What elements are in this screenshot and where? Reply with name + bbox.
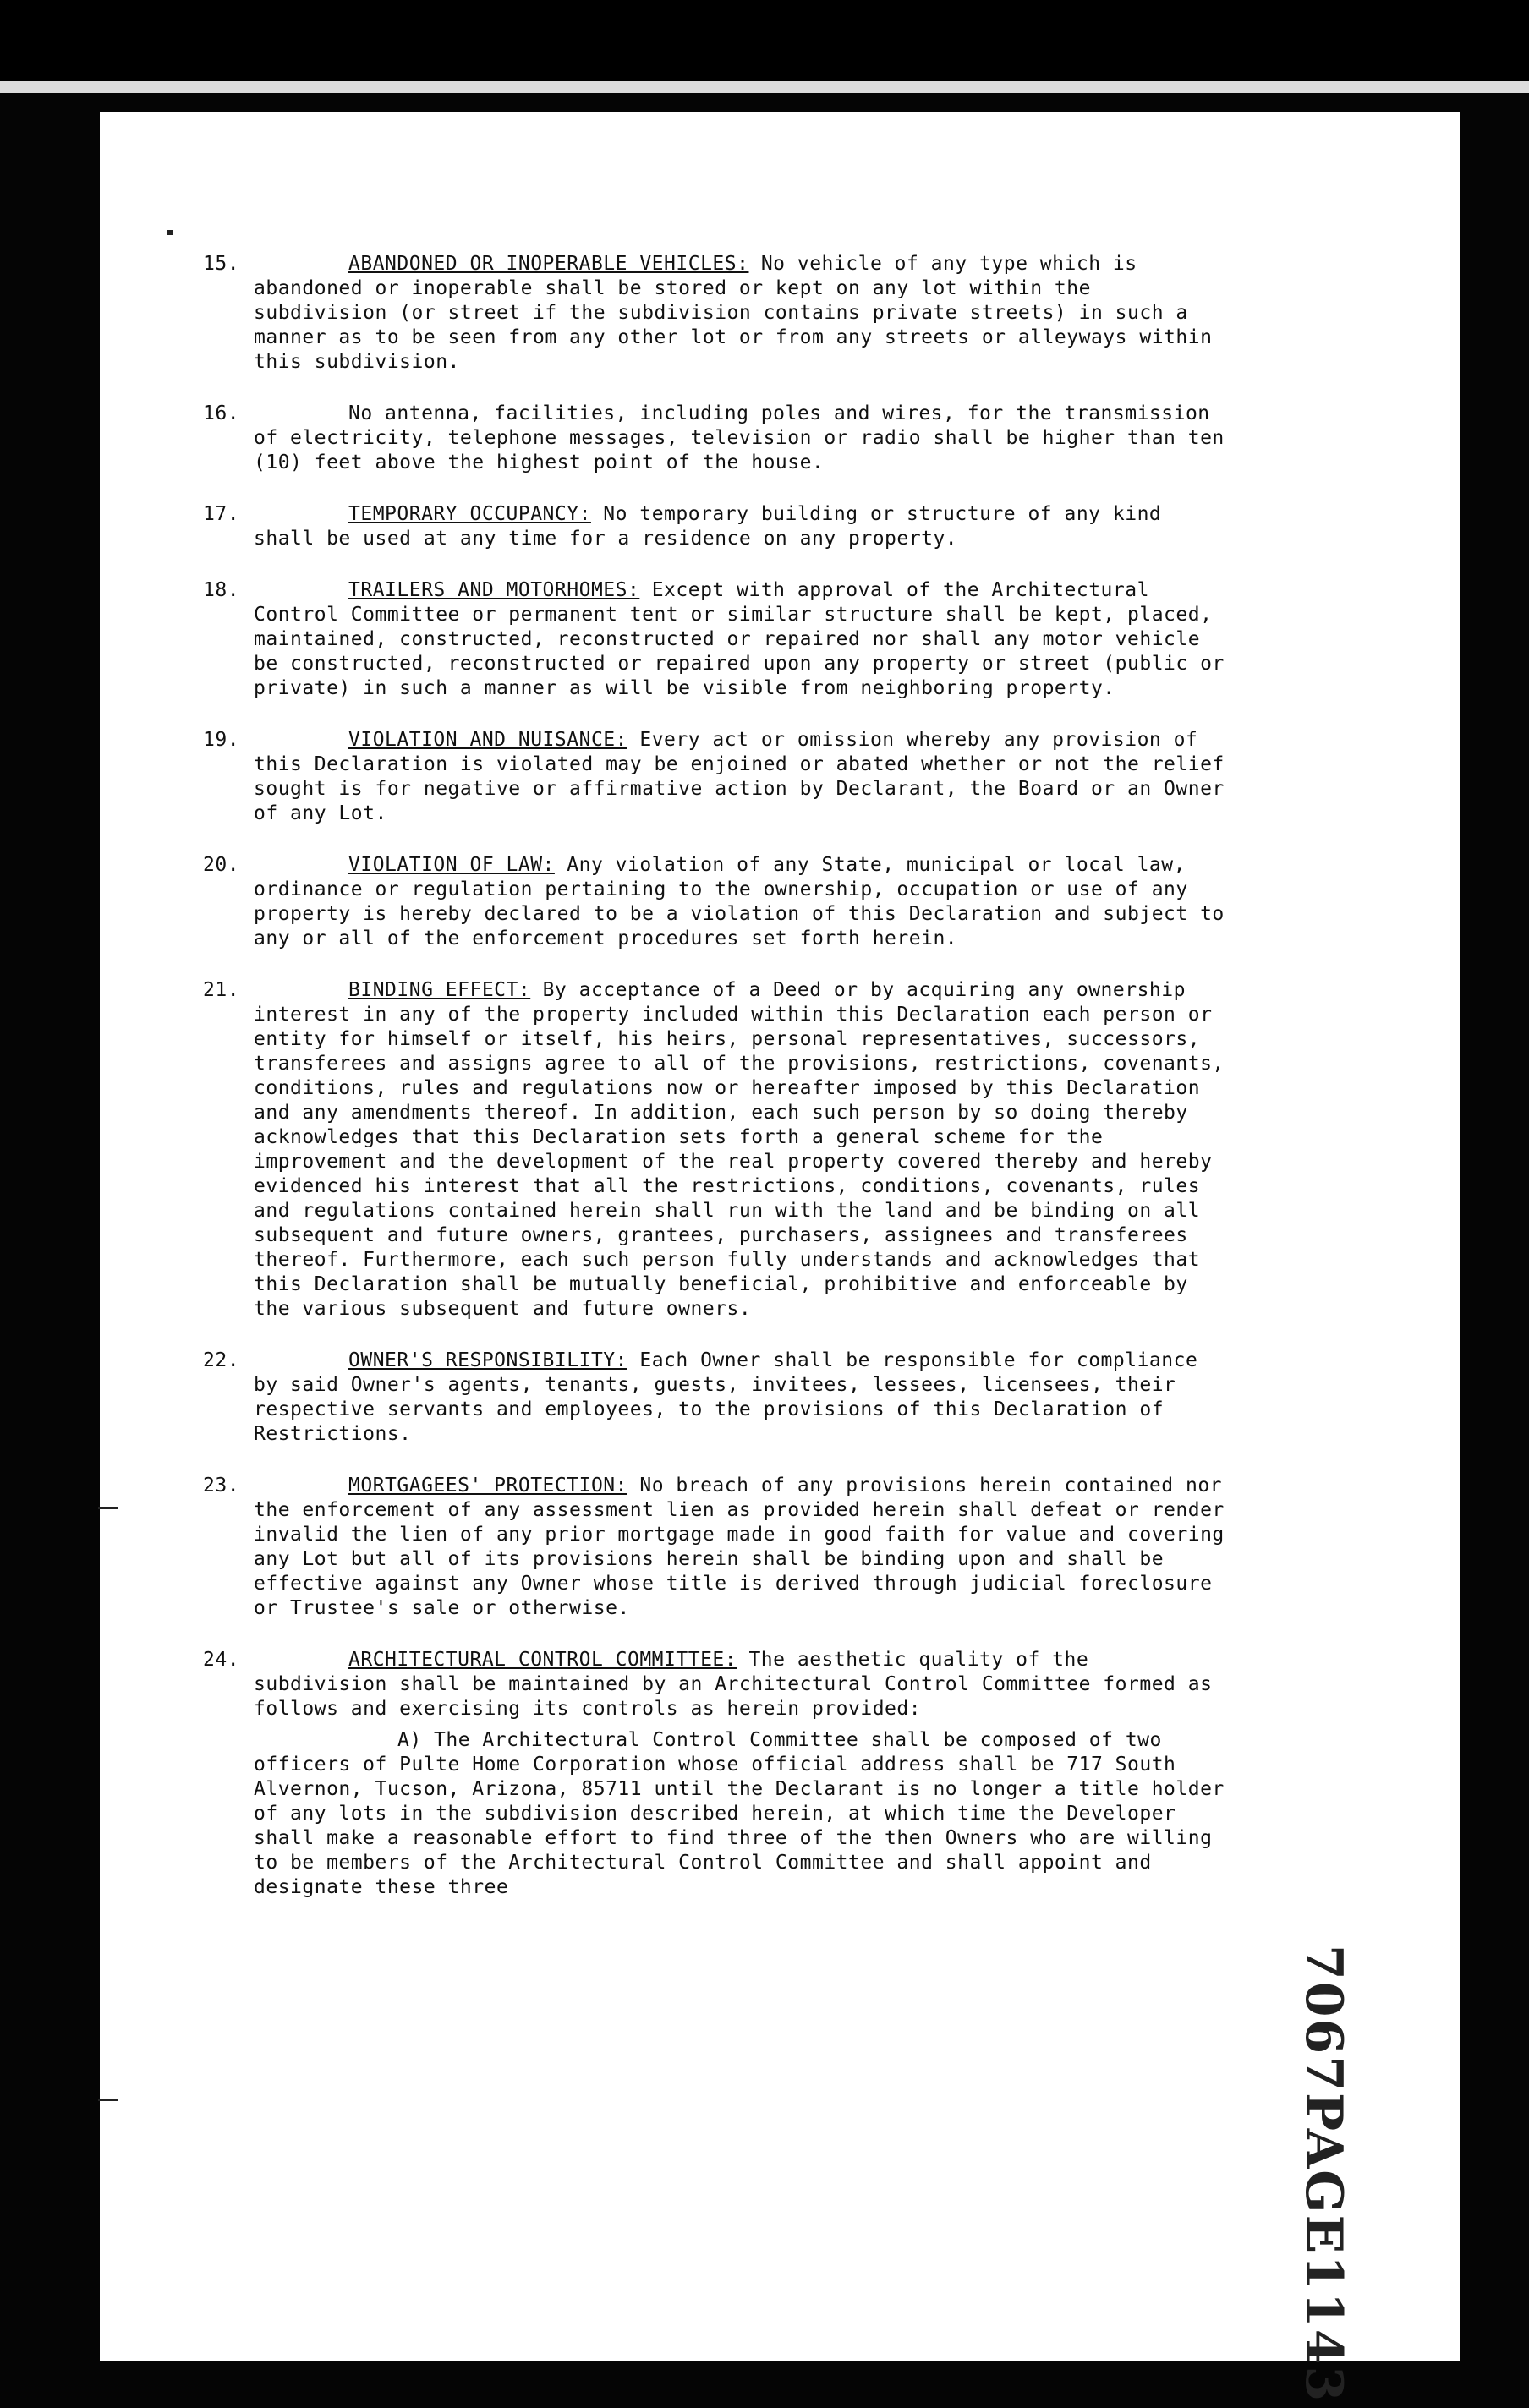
paragraph-17 [203, 502, 1226, 551]
paragraph-number: 15. [203, 253, 240, 275]
paragraph-number: 19. [203, 729, 240, 751]
paragraph-18 [203, 578, 1226, 701]
paragraph-number: 22. [203, 1349, 240, 1371]
paragraph-heading: TRAILERS AND MOTORHOMES: [348, 579, 640, 601]
paragraph-text: The aesthetic quality of the subdivision shall be maintained by an Architectural Control Committee formed as follows and exercising its controls as herein provided: [254, 1649, 1213, 1720]
paragraph-number: 16. [203, 402, 240, 424]
paragraph-heading: BINDING EFFECT: [348, 979, 531, 1001]
paragraph-19 [203, 728, 1226, 826]
paragraph-text: Each Owner shall be responsible for compliance by said Owner's agents, tenants, guests, invitees, lessees, licensees, their respective servants and employees, to the provisions of this Declaration of Restrictions. [254, 1349, 1198, 1445]
document-body [203, 252, 1226, 1927]
scan-top-border [0, 0, 1529, 81]
paragraph-heading: ABANDONED OR INOPERABLE VEHICLES: [348, 253, 749, 275]
paragraph-number: 18. [203, 579, 240, 601]
paragraph-number: 17. [203, 503, 240, 525]
paragraph-text: Any violation of any State, municipal or local law, ordinance or regulation pertaining to the ownership, occupation or use of any property is hereby declared to be a violation of this Declaration and subject to any or all of the enforcement procedures set forth herein. [254, 854, 1225, 950]
paragraph-text: No temporary building or structure of any kind shall be used at any time for a residence on any property. [254, 503, 1162, 550]
paragraph-16 [203, 402, 1226, 475]
recording-stamp: 7067PAGE1143 [1294, 1945, 1353, 2404]
paragraph-heading: MORTGAGEES' PROTECTION: [348, 1475, 627, 1497]
paragraph-number: 24. [203, 1649, 240, 1671]
subparagraph-a: A) The Architectural Control Committee shall be composed of two officers of Pulte Home Corporation whose official address shall be 717 South Alvernon, Tucson, Arizona, 85711 until the Declarant is no longer a title holder of any lots in the subdivision described herein, at which time the Developer shall make a reasonable effort to find three of the then Owners who are willing to be members of the Architectural Control Committee and shall appoint and designate these three [254, 1729, 1225, 1898]
paragraph-heading: ARCHITECTURAL CONTROL COMMITTEE: [348, 1649, 737, 1671]
scan-speck [167, 230, 173, 235]
paragraph-20 [203, 853, 1226, 951]
scan-top-stripe [0, 81, 1529, 93]
paragraph-22 [203, 1349, 1226, 1447]
paragraph-number: 20. [203, 854, 240, 876]
paragraph-24 [203, 1648, 1226, 1900]
paragraph-text: Except with approval of the Architectural Control Committee or permanent tent or similar structure shall be kept, placed, maintained, constructed, reconstructed or repaired nor shall any motor vehicle be constructed, reconstructed or repaired upon any property or street (public or private) in such a manner as will be visible from neighboring property. [254, 579, 1225, 699]
paragraph-text: By acceptance of a Deed or by acquiring any ownership interest in any of the property included within this Declaration each person or entity for himself or itself, his heirs, personal representatives, successors, transferees and assigns agree to all of the provisions, restrictions, covenants, conditions, rules and regulations now or hereafter imposed by this Declaration and any amendments thereof. In addition, each such person by so doing thereby acknowledges that this Declaration sets forth a general scheme for the improvement and the development of the real property covered thereby and hereby evidenced his interest that all the restrictions, conditions, covenants, rules and regulations contained herein shall run with the land and be binding on all subsequent and future owners, grantees, purchasers, assignees and transferees thereof. Furthermore, each such person fully understands and acknowledges that this Declaration shall be mutually beneficial, prohibitive and enforceable by the various subsequent and future owners. [254, 979, 1225, 1320]
paragraph-text: No vehicle of any type which is abandoned or inoperable shall be stored or kept on any lot within the subdivision (or street if the subdivision contains private streets) in such a manner as to be seen from any other lot or from any streets or alleyways within this subdivision. [254, 253, 1213, 373]
paragraph-23 [203, 1474, 1226, 1621]
paragraph-heading: TEMPORARY OCCUPANCY: [348, 503, 591, 525]
paragraph-heading: VIOLATION OF LAW: [348, 854, 555, 876]
paragraph-15 [203, 252, 1226, 375]
paragraph-text: Every act or omission whereby any provision of this Declaration is violated may be enjoined or abated whether or not the relief sought is for negative or affirmative action by Declarant, the Board or an Owner of any Lot. [254, 729, 1225, 824]
paragraph-heading: VIOLATION AND NUISANCE: [348, 729, 627, 751]
paragraph-21 [203, 978, 1226, 1322]
scan-speck [98, 1507, 118, 1509]
paragraph-number: 23. [203, 1475, 240, 1497]
paragraph-heading: OWNER'S RESPONSIBILITY: [348, 1349, 627, 1371]
paragraph-text: No breach of any provisions herein contained nor the enforcement of any assessment lien as provided herein shall defeat or render invalid the lien of any prior mortgage made in good faith for value and covering any Lot but all of its provisions herein shall be binding upon and shall be effective against any Owner whose title is derived through judicial foreclosure or Trustee's sale or otherwise. [254, 1475, 1225, 1619]
paragraph-text: No antenna, facilities, including poles and wires, for the transmission of electricity, telephone messages, television or radio shall be higher than ten (10) feet above the highest point of the house. [254, 402, 1225, 473]
scan-speck [98, 2099, 118, 2101]
paragraph-number: 21. [203, 979, 240, 1001]
